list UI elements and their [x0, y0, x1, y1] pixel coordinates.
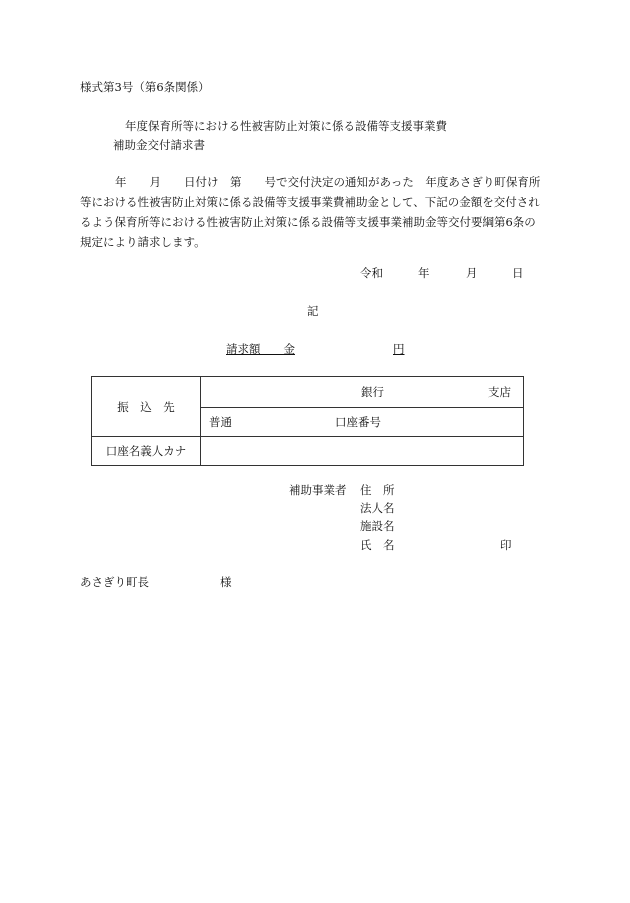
transfer-label: 振 込 先 [117, 399, 175, 414]
account-number-label: 口座番号 [335, 415, 381, 429]
request-amount [226, 344, 405, 356]
bank-cell [201, 377, 524, 408]
account-type: 普通 [209, 415, 232, 429]
transfer-label-cell [92, 377, 201, 437]
addressee-honorific: 様 [220, 575, 232, 589]
body-line-2: 等における性被害防止対策に係る設備等支援事業費補助金として、下記の金額を交付され [80, 195, 540, 209]
holder-label: 口座名義人カナ [105, 444, 187, 458]
body-paragraph [80, 172, 550, 252]
date-month: 月 [466, 266, 478, 280]
applicant-corp-name: 法人名 [360, 501, 395, 515]
applicant-address: 住 所 [360, 483, 395, 497]
body-line-4: 規定により請求します。 [80, 235, 206, 249]
holder-value-cell [201, 437, 524, 466]
title-line-2: 補助金交付請求書 [113, 138, 205, 152]
date-year: 年 [418, 266, 430, 280]
date-era: 令和 [360, 266, 383, 280]
amount-label: 請求額 金 [226, 342, 295, 356]
applicant-heading: 補助事業者 [289, 483, 347, 497]
seal-mark: 印 [500, 538, 512, 552]
branch-label: 支店 [488, 385, 511, 399]
form-number: 様式第3号（第6条関係） [80, 80, 210, 94]
body-line-3: るよう保育所等における性被害防止対策に係る設備等支援事業補助金等交付要綱第6条の [80, 215, 536, 229]
title-line-1: 年度保育所等における性被害防止対策に係る設備等支援事業費 [125, 119, 447, 133]
account-cell [201, 408, 524, 437]
applicant-facility-name: 施設名 [360, 519, 395, 533]
body-line-1: 年 月 日付け 第 号で交付決定の通知があった 年度あさぎり町保育所 [115, 175, 541, 189]
holder-label-cell [92, 437, 201, 466]
amount-unit: 円 [393, 342, 405, 356]
date-day: 日 [512, 266, 524, 280]
bank-label: 銀行 [361, 385, 384, 399]
addressee-name: あさぎり町長 [80, 575, 149, 589]
ki-heading: 記 [307, 304, 319, 318]
bank-table [91, 376, 524, 466]
applicant-name: 氏 名 [360, 538, 395, 552]
